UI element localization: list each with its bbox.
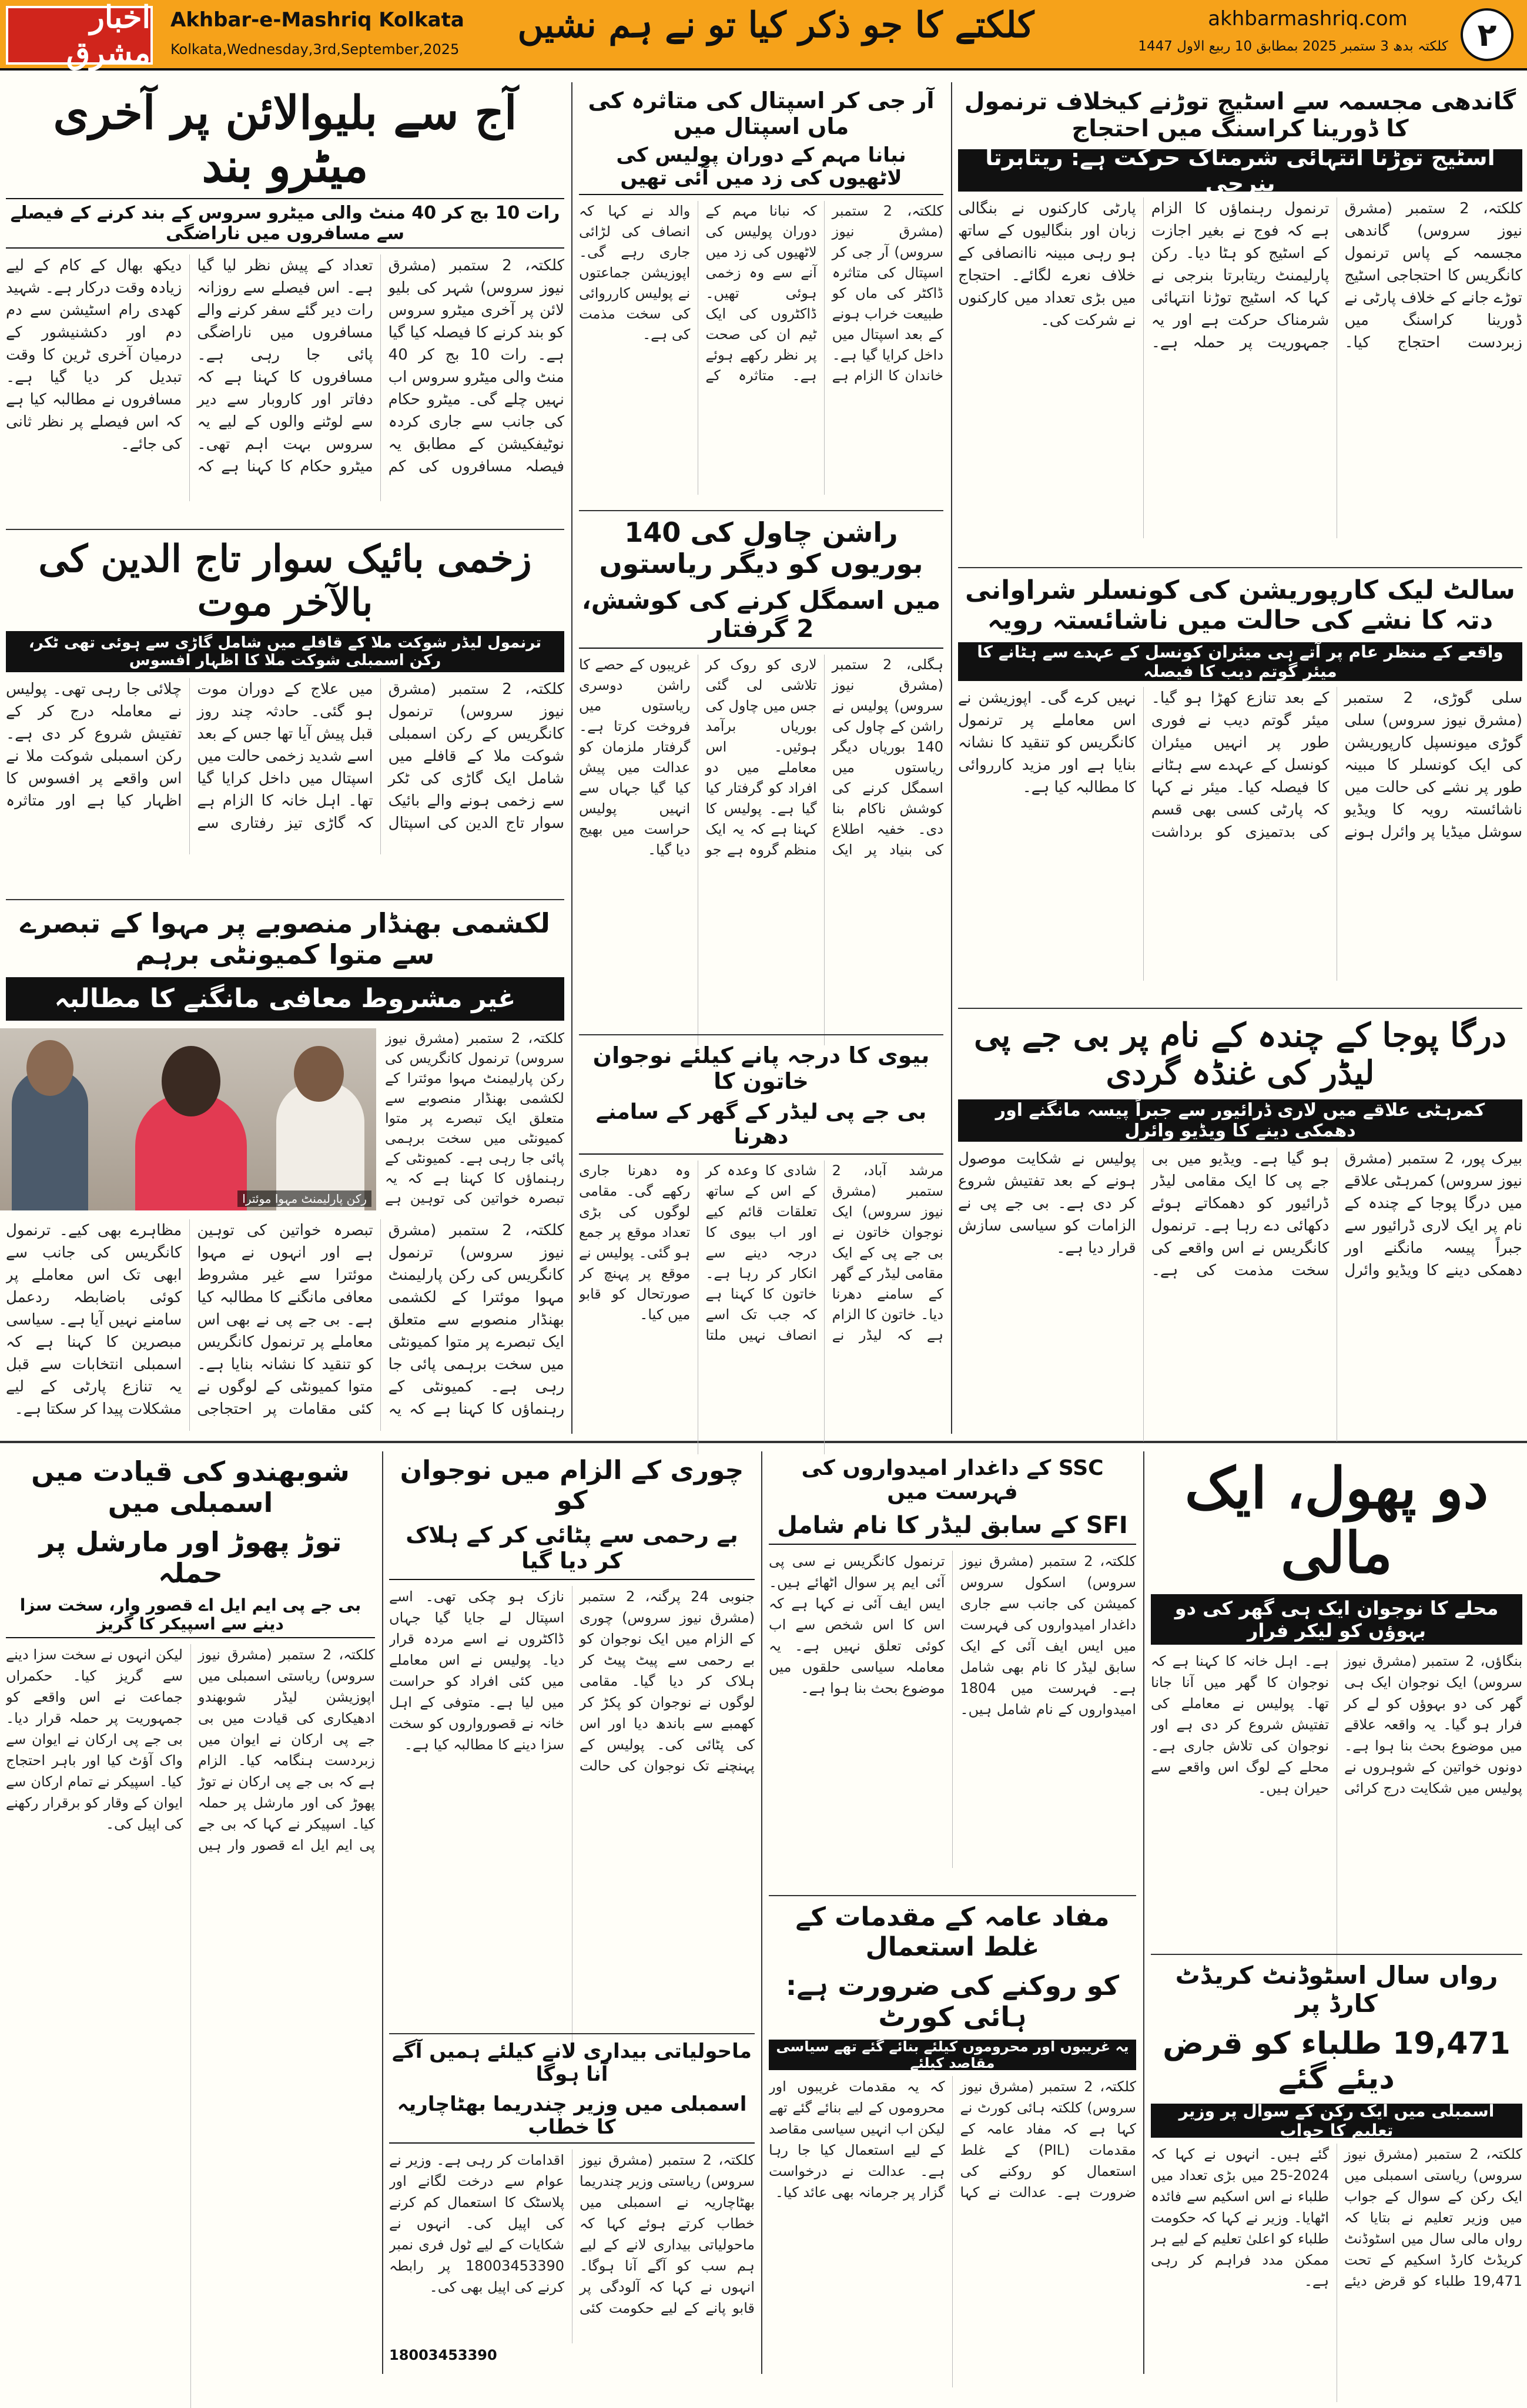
headline-lakshmi[interactable]: لکشمی بھنڈار منصوبے پر مہوا کے تبصرے سے متوا کمیونٹی برہم — [20, 907, 550, 970]
body-durga: بیرک پور، 2 ستمبر (مشرق نیوز سروس) کمرہٹی علاقے میں درگا پوجا کے چندہ کے نام پر ایک لاری ڈرائیور سے جبراً پیسہ مانگنے اور دھمکی دینے کا ویڈیو وائرل ہو گیا ہے۔ ویڈیو میں بی جے پی کا ایک مقامی لیڈر ڈرائیور کو دھمکاتے ہوئے دکھائی دے رہا ہے۔ ترنمول کانگریس نے اس واقعے کی سخت مذمت کی ہے۔ پولیس نے شکایت موصول ہونے کے بعد تفتیش شروع کر دی ہے۔ بی جے پی نے الزامات کو سیاسی سازش قرار دیا ہے۔ — [958, 1149, 1522, 1279]
body-wife: مرشد آباد، 2 ستمبر (مشرق نیوز سروس) ایک نوجوان خاتون نے بی جے پی کے ایک مقامی لیڈر کے گھر کے سامنے دھرنا دیا۔ خاتون کا الزام ہے کہ لیڈر نے شادی کا وعدہ کر کے اس کے ساتھ تعلقات قائم کیے اور اب بیوی کا درجہ دینے سے انکار کر رہا ہے۔ خاتون کا کہنا ہے کہ جب تک اسے انصاف نہیں ملتا وہ دھرنا جاری رکھے گی۔ مقامی لوگوں کی بڑی تعداد موقع پر جمع ہو گئی۔ پولیس نے موقع پر پہنچ کر صورتحال کو قابو میں کیا۔ — [579, 1162, 943, 1344]
article-court — [769, 1903, 1136, 2387]
headline-ration[interactable]: راشن چاول کی 140 بوریوں کو دیگر ریاستوں — [599, 517, 923, 579]
website[interactable]: akhbarmashriq.com — [1208, 7, 1408, 31]
article-theft — [389, 1456, 755, 2056]
body-gandhi: کلکتہ، 2 ستمبر (مشرق نیوز سروس) گاندھی مجسمہ کے پاس ترنمول کانگریس کا احتجاجی اسٹیج توڑے جانے کے خلاف پارٹی نے ڈورینا کراسنگ میں زبردست احتجاج کیا۔ ترنمول رہنماؤں کا الزام ہے کہ فوج نے بغیر اجازت کے اسٹیج کو ہٹا دیا۔ رکن پارلیمنٹ ریتابرتا بنرجی نے کہا کہ اسٹیج توڑنا انتہائی شرمناک حرکت ہے اور یہ جمہوریت پر حملہ ہے۔ پارٹی کارکنوں نے بنگالی زبان اور بنگالیوں کے ساتھ ہو رہی مبینہ ناانصافی کے خلاف نعرے لگائے۔ احتجاج میں بڑی تعداد میں کارکنوں نے شرکت کی۔ — [958, 200, 1522, 351]
body-metro: کلکتہ، 2 ستمبر (مشرق نیوز سروس) شہر کی بلیو لائن پر آخری میٹرو سروس کو بند کرنے کا فیصلہ کیا گیا ہے۔ رات 10 بج کر 40 منٹ والی میٹرو سروس اب نہیں چلے گی۔ میٹرو حکام کی جانب سے جاری کردہ نوٹیفکیشن کے مطابق یہ فیصلہ مسافروں کی کم تعداد کے پیش نظر لیا گیا ہے۔ اس فیصلے سے روزانہ رات دیر گئے سفر کرنے والے مسافروں میں ناراضگی پائی جا رہی ہے۔ مسافروں کا کہنا ہے کہ دفاتر اور کاروبار سے دیر سے لوٹنے والوں کے لیے یہ سروس بہت اہم تھی۔ میٹرو حکام کا کہنا ہے کہ دیکھ بھال کے کام کے لیے زیادہ وقت درکار ہے۔ شہید کھدی رام اسٹیشن سے دم دم اور دکشنیشور کے درمیان آخری ٹرین کا وقت تبدیل کر دیا گیا ہے۔ مسافروں نے مطالبہ کیا ہے کہ اس فیصلے پر نظر ثانی کی جائے۔ — [6, 257, 564, 476]
article-rule — [1151, 1954, 1522, 1955]
headline-court[interactable]: مفاد عامہ کے مقدمات کے غلط استعمال — [795, 1902, 1110, 1962]
page-number-text: ۲ — [1477, 16, 1497, 53]
dateline-ur: کلکتہ بدھ 3 ستمبر 2025 بمطابق 10 ربیع الاول 1447 — [1138, 39, 1448, 54]
body-env: کلکتہ، 2 ستمبر (مشرق نیوز سروس) ریاستی وزیر چندریما بھٹاچاریہ نے اسمبلی میں خطاب کرتے ہوئے کہا کہ ماحولیاتی بیداری لانے کے لیے ہم سب کو آگے آنا ہوگا۔ انہوں نے کہا کہ آلودگی پر قابو پانے کے لیے حکومت کئی اقدامات کر رہی ہے۔ وزیر نے عوام سے درخت لگانے اور پلاسٹک کا استعمال کم کرنے کی اپیل کی۔ انہوں نے شکایات کے لیے ٹول فری نمبر 18003453390 پر رابطہ کرنے کی اپیل بھی کی۔ — [389, 2152, 755, 2317]
subheading-rgkar: نبانا مہم کے دوران پولیس کی لاٹھیوں کی زد میں آئی تھیں — [579, 144, 943, 194]
article-salt — [958, 576, 1522, 981]
page-number — [1461, 8, 1513, 61]
article-rule — [769, 1895, 1136, 1896]
body-flower: بنگاؤں، 2 ستمبر (مشرق نیوز سروس) ایک نوجوان ایک ہی گھر کی دو بہوؤں کو لے کر فرار ہو گیا۔ یہ واقعہ علاقے میں موضوع بحث بنا ہوا ہے۔ دونوں خواتین کے شوہروں نے پولیس میں شکایت درج کرائی ہے۔ اہل خانہ کا کہنا ہے کہ نوجوان کا گھر میں آنا جانا تھا۔ پولیس نے معاملے کی تفتیش شروع کر دی ہے اور نوجوان کی تلاش جاری ہے۔ محلے کے لوگ اس واقعے سے حیران ہیں۔ — [1151, 1652, 1522, 1796]
headline-metro[interactable]: آج سے بلیوالائن پر آخری میٹرو بند — [53, 86, 517, 193]
body-court: کلکتہ، 2 ستمبر (مشرق نیوز سروس) کلکتہ ہائی کورٹ نے کہا ہے کہ مفاد عامہ کے مقدمات (PIL) کے غلط استعمال کو روکنے کی ضرورت ہے۔ عدالت نے کہا کہ یہ مقدمات غریبوں اور محروموں کے لیے بنائے گئے تھے لیکن اب انہیں سیاسی مقاصد کے لیے استعمال کیا جا رہا ہے۔ عدالت نے درخواست گزار پر جرمانہ بھی عائد کیا۔ — [769, 2078, 1136, 2201]
headline-credit[interactable]: رواں سال اسٹوڈنٹ کریڈٹ کارڈ پر — [1175, 1961, 1498, 2018]
subheading-metro: رات 10 بج کر 40 منٹ والی میٹرو سروس کے بند کرنے کے فیصلے سے مسافروں میں ناراضگی — [6, 198, 564, 249]
body-assembly: کلکتہ، 2 ستمبر (مشرق نیوز سروس) ریاستی اسمبلی میں اپوزیشن لیڈر شوبھندو ادھیکاری کی قیادت میں بی جے پی ارکان نے ایوان میں زبردست ہنگامہ کیا۔ الزام ہے کہ بی جے پی ارکان نے توڑ پھوڑ کی اور مارشل پر حملہ کیا۔ اسپیکر نے کہا کہ بی جے پی ایم ایل اے قصور وار ہیں لیکن انہوں نے سخت سزا دینے سے گریز کیا۔ حکمراں جماعت نے اس واقعے کو جمہوریت پر حملہ قرار دیا۔ بی جے پی ارکان نے ایوان سے واک آؤٹ کیا اور باہر احتجاج کیا۔ اسپیکر نے تمام ارکان سے ایوان کے وقار کو برقرار رکھنے کی اپیل کی۔ — [6, 1646, 375, 1853]
logo — [6, 0, 153, 71]
photo-figure-main-head — [162, 1046, 220, 1116]
headline-env[interactable]: ماحولیاتی بیداری لانے کیلئے ہمیں آگے آنا ہوگا — [392, 2040, 752, 2087]
helpline-number: 18003453390 — [389, 2347, 497, 2364]
body-rgkar: کلکتہ، 2 ستمبر (مشرق نیوز سروس) آر جی کر اسپتال کی متاثرہ ڈاکٹر کی ماں کو طبیعت خراب ہونے کے بعد اسپتال میں داخل کرایا گیا ہے۔ خاندان کا الزام ہے کہ نبانا مہم کے دوران پولیس کی لاٹھیوں کی زد میں آنے سے وہ زخمی ہوئی تھیں۔ ڈاکٹروں کی ایک ٹیم ان کی صحت پر نظر رکھے ہوئے ہے۔ متاثرہ کے والد نے کہا کہ انصاف کی لڑائی جاری رہے گی۔ اپوزیشن جماعتوں نے پولیس کارروائی کی سخت مذمت کی ہے۔ — [579, 202, 943, 384]
column-rule — [571, 82, 572, 1434]
bar-court: یہ غریبوں اور محروموں کیلئے بنائے گئے تھے سیاسی مقاصد کیلئے — [769, 2040, 1136, 2070]
article-metro — [6, 87, 564, 501]
photo-figure-left-head — [26, 1040, 73, 1096]
bar-gandhi: اسٹیج توڑنا انتہائی شرمناک حرکت ہے: ریتابرتا بنرجی — [958, 149, 1522, 192]
subheading-ration: میں اسمگل کرنے کی کوشش، 2 گرفتار — [579, 586, 943, 649]
body-bike: کلکتہ، 2 ستمبر (مشرق نیوز سروس) ترنمول کانگریس کے رکن اسمبلی شوکت ملا کے قافلے میں شامل ایک گاڑی کی ٹکر سے زخمی ہونے والے بائیک سوار تاج الدین کی اسپتال میں علاج کے دوران موت ہو گئی۔ حادثہ چند روز قبل پیش آیا تھا جس کے بعد اسے شدید زخمی حالت میں اسپتال میں داخل کرایا گیا تھا۔ اہل خانہ کا الزام ہے کہ گاڑی تیز رفتاری سے چلائی جا رہی تھی۔ پولیس نے معاملہ درج کر کے تفتیش شروع کر دی ہے۔ رکن اسمبلی شوکت ملا نے اس واقعے پر افسوس کا اظہار کیا ہے اور متاثرہ — [6, 680, 564, 833]
photo-caption: رکن پارلیمنٹ مہوا موئترا — [237, 1190, 371, 1207]
article-wife — [579, 1043, 943, 1454]
article-lakshmi — [6, 908, 564, 1021]
subheading-credit: 19,471 طلباء کو قرض دیئے گئے — [1163, 2025, 1511, 2097]
photo-figure-right-head — [294, 1046, 344, 1102]
headline-assembly-2[interactable]: توڑ پھوڑ اور مارشل پر حملہ — [39, 1525, 342, 1589]
subheading-assembly: بی جے پی ایم ایل اے قصور وار، سخت سزا دینے سے اسپیکر کا گریز — [6, 1596, 375, 1638]
article-assembly — [6, 1456, 375, 2408]
article-env — [389, 2040, 755, 2363]
bar-lakshmi: غیر مشروط معافی مانگنے کا مطالبہ — [6, 977, 564, 1021]
article-durga — [958, 1017, 1522, 1441]
headline-flower[interactable]: دو پھول، ایک مالی — [1184, 1455, 1489, 1587]
bar-salt: واقعے کے منظر عام پر آتے ہی میئران کونسل کے عہدے سے ہٹانے کا میئر گوتم دیب کا فیصلہ — [958, 642, 1522, 681]
article-rule — [579, 1034, 943, 1035]
body-lakshmi: کلکتہ، 2 ستمبر (مشرق نیوز سروس) ترنمول کانگریس کی رکن پارلیمنٹ مہوا موئترا کے لکشمی بھنڈار منصوبے سے متعلق ایک تبصرے پر متوا کمیونٹی میں سخت برہمی پائی جا رہی ہے۔ کمیونٹی کے رہنماؤں کا کہنا ہے کہ یہ تبصرہ خواتین کی توہین ہے اور انہوں نے مہوا موئترا سے غیر مشروط معافی مانگنے کا مطالبہ کیا ہے۔ بی جے پی نے بھی اس معاملے پر ترنمول کانگریس کو تنقید کا نشانہ بنایا ہے۔ متوا کمیونٹی کے لوگوں نے کئی مقامات پر احتجاجی مظاہرے بھی کیے۔ ترنمول کانگریس کی جانب سے ابھی تک اس معاملے پر کوئی باضابطہ ردعمل سامنے نہیں آیا ہے۔ سیاسی مبصرین کا کہنا ہے کہ اسمبلی انتخابات سے قبل یہ تنازع پارٹی کے لیے مشکلات پیدا کر سکتا ہے۔ — [6, 1222, 564, 1418]
body-credit: کلکتہ، 2 ستمبر (مشرق نیوز سروس) ریاستی اسمبلی میں ایک رکن کے سوال کے جواب میں وزیر تعلیم نے بتایا کہ رواں مالی سال میں اسٹوڈنٹ کریڈٹ کارڈ اسکیم کے تحت 19,471 طلباء کو قرض دیئے گئے ہیں۔ انہوں نے کہا کہ 2024-25 میں بڑی تعداد میں طلباء نے اس اسکیم سے فائدہ اٹھایا۔ وزیر نے کہا کہ حکومت طلباء کو اعلیٰ تعلیم کے لیے ہر ممکن مدد فراہم کر رہی ہے۔ — [1151, 2146, 1522, 2290]
photo-mahua — [0, 1028, 376, 1210]
body-ration: ہگلی، 2 ستمبر (مشرق نیوز سروس) پولیس نے راشن کے چاول کی 140 بوریاں دیگر ریاستوں میں اسمگل کرنے کی کوشش ناکام بنا دی۔ خفیہ اطلاع کی بنیاد پر ایک لاری کو روک کر تلاشی لی گئی جس میں چاول کی بوریاں برآمد ہوئیں۔ اس معاملے میں دو افراد کو گرفتار کیا گیا ہے۔ پولیس کا کہنا ہے کہ یہ ایک منظم گروہ ہے جو غریبوں کے حصے کا راشن دوسری ریاستوں میں فروخت کرتا ہے۔ گرفتار ملزمان کو عدالت میں پیش کیا گیا جہاں سے انہیں پولیس حراست میں بھیج دیا گیا۔ — [579, 656, 943, 858]
article-rule — [6, 529, 564, 530]
bar-bike: ترنمول لیڈر شوکت ملا کے قافلے میں شامل گاڑی سے ہوئی تھی ٹکر، رکن اسمبلی شوکت ملا کا اظہار افسوس — [6, 631, 564, 672]
headline-gandhi[interactable]: گاندھی مجسمہ سے اسٹیج توڑنے کیخلاف ترنمول کا ڈورینا کراسنگ میں احتجاج — [964, 88, 1516, 142]
bar-credit: اسمبلی میں ایک رکن کے سوال پر وزیر تعلیم کا جواب — [1151, 2104, 1522, 2138]
dateline-en: Kolkata,Wednesday,3rd,September,2025 — [170, 41, 460, 58]
article-rule — [958, 567, 1522, 568]
body-theft: جنوبی 24 پرگنہ، 2 ستمبر (مشرق نیوز سروس) چوری کے الزام میں ایک نوجوان کو بے رحمی سے پیٹ پیٹ کر ہلاک کر دیا گیا۔ مقامی لوگوں نے نوجوان کو پکڑ کر کھمبے سے باندھ دیا اور اس کی پٹائی کی۔ پولیس کے پہنچنے تک نوجوان کی حالت نازک ہو چکی تھی۔ اسے اسپتال لے جایا گیا جہاں ڈاکٹروں نے اسے مردہ قرار دیا۔ پولیس نے اس معاملے میں کئی افراد کو حراست میں لیا ہے۔ متوفی کے اہل خانہ نے قصورواروں کو سخت سزا دینے کا مطالبہ کیا ہے۔ — [389, 1588, 755, 1774]
headline-bike[interactable]: زخمی بائیک سوار تاج الدین کی بالآخر موت — [38, 537, 532, 625]
bar-flower: محلے کا نوجوان ایک ہی گھر کی دو بہوؤں کو لیکر فرار — [1151, 1594, 1522, 1645]
logo-text: اخبار مشرق — [66, 0, 150, 71]
subheading-ssc: SFI کے سابق لیڈر کا نام شامل — [769, 1512, 1136, 1545]
headline-wife[interactable]: بیوی کا درجہ پانے کیلئے نوجوان خاتون کا — [592, 1042, 930, 1094]
article-credit — [1151, 1961, 1522, 2402]
article-ssc — [769, 1456, 1136, 1868]
column-rule — [1143, 1451, 1144, 2374]
headline-salt[interactable]: سالٹ لیک کارپوریشن کی کونسلر شراوانی دتہ کا نشے کی حالت میں ناشائستہ رویہ — [965, 575, 1515, 635]
article-flower — [1151, 1456, 1522, 1980]
article-bike — [6, 538, 564, 854]
article-gandhi — [958, 88, 1522, 538]
article-ration — [579, 517, 943, 1045]
column-rule — [382, 1451, 383, 2374]
article-rgkar — [579, 88, 943, 495]
article-rule — [579, 510, 943, 511]
masthead — [0, 0, 1527, 71]
subheading-wife: بی جے پی لیڈر کے گھر کے سامنے دھرنا — [579, 1100, 943, 1155]
column-rule — [951, 82, 952, 1434]
article-rule — [389, 2033, 755, 2034]
subheading-env: اسمبلی میں وزیر چندریما بھٹاچاریہ کا خطاب — [389, 2093, 755, 2144]
headline-durga[interactable]: درگا پوجا کے چندہ کے نام پر بی جے پی لیڈر کی غنڈہ گردی — [974, 1016, 1506, 1093]
subheading-court: کو روکنے کی ضرورت ہے: ہائی کورٹ — [785, 1970, 1120, 2033]
headline-assembly[interactable]: شوبھندو کی قیادت میں اسمبلی میں — [31, 1455, 350, 1518]
bar-durga: کمرہٹی علاقے میں لاری ڈرائیور سے جبراً پیسہ مانگنے اور دھمکی دینے کا ویڈیو وائرل — [958, 1099, 1522, 1142]
article-rule — [958, 1008, 1522, 1009]
body-lakshmi-side: کلکتہ، 2 ستمبر (مشرق نیوز سروس) ترنمول کانگریس کی رکن پارلیمنٹ مہوا موئترا کے لکشمی بھنڈار منصوبے سے متعلق ایک تبصرے پر متوا کمیونٹی میں سخت برہمی پائی جا رہی ہے۔ کمیونٹی کے رہنماؤں کا کہنا ہے کہ یہ تبصرہ خواتین کی توہین ہے — [385, 1030, 564, 1206]
slogan: کلکتے کا جو ذکر کیا تو نے ہم نشیں — [517, 5, 1034, 46]
article-rule — [6, 899, 564, 900]
column-rule — [761, 1451, 762, 2374]
paper-name-en: Akhbar-e-Mashriq Kolkata — [170, 8, 464, 32]
headline-theft[interactable]: چوری کے الزام میں نوجوان کو — [400, 1455, 744, 1515]
body-salt: سلی گوڑی، 2 ستمبر (مشرق نیوز سروس) سلی گوڑی میونسپل کارپوریشن کی ایک کونسلر کا مبینہ طور پر نشے کی حالت میں ناشائستہ رویہ کا ویڈیو سوشل میڈیا پر وائرل ہونے کے بعد تنازع کھڑا ہو گیا۔ میئر گوتم دیب نے فوری طور پر انہیں میئران کونسل کے عہدے سے ہٹانے کا فیصلہ کیا۔ میئر نے کہا کہ پارٹی کسی بھی قسم کی بدتمیزی کو برداشت نہیں کرے گی۔ اپوزیشن نے اس معاملے پر ترنمول کانگریس کو تنقید کا نشانہ بنایا ہے اور مزید کارروائی کا مطالبہ کیا ہے۔ — [958, 689, 1522, 841]
headline-ssc[interactable]: SSC کے داغدار امیدواروں کی فہرست میں — [801, 1456, 1104, 1505]
headline-rgkar[interactable]: آر جی کر اسپتال کی متاثرہ کی ماں اسپتال میں — [588, 88, 935, 139]
subheading-theft: بے رحمی سے پٹائی کر کے ہلاک کر دیا گیا — [389, 1522, 755, 1579]
body-ssc: کلکتہ، 2 ستمبر (مشرق نیوز سروس) اسکول سروس کمیشن کی جانب سے جاری داغدار امیدواروں کی فہرست میں ایس ایف آئی کے ایک سابق لیڈر کا نام بھی شامل ہے۔ فہرست میں 1804 امیدواروں کے نام شامل ہیں۔ ترنمول کانگریس نے سی پی آئی ایم پر سوال اٹھائے ہیں۔ ایس ایف آئی نے کہا ہے کہ اس کا اس شخص سے اب کوئی تعلق نہیں ہے۔ یہ معاملہ سیاسی حلقوں میں موضوع بحث بنا ہوا ہے۔ — [769, 1552, 1136, 1718]
